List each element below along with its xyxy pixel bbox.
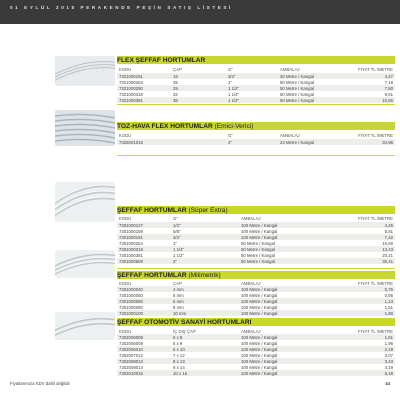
cell-fiyat: 10,69: [382, 240, 393, 246]
cell-ambalaj: 100 Metre / Kangal: [241, 286, 278, 292]
cell-fiyat: 1,96: [384, 340, 393, 346]
cell-kod: 7302010016: [119, 370, 143, 376]
cell-cap: 4 mm: [173, 286, 184, 292]
cell-inch: 1 1/2": [228, 85, 240, 91]
cell-kod: 7301000050: [119, 292, 143, 298]
cell-ambalaj: 100 Metre / Kangal: [241, 334, 278, 340]
col-inch: G": [228, 66, 233, 72]
table-header: [117, 215, 395, 221]
cell-inch: 1 1/2": [228, 97, 240, 103]
cell-kod: 7321000191: [119, 73, 143, 79]
cell-cap: 5 mm: [173, 292, 184, 298]
section-title: TOZ-HAVA FLEX HORTUMLAR (Emici-Verici): [117, 122, 254, 130]
section-divider: [117, 104, 395, 105]
cell-cap: 9 x 14: [173, 364, 185, 370]
millimetric-hose-image: [55, 250, 115, 278]
cell-ambalaj: 100 Metre / Kangal: [241, 222, 278, 228]
cell-fiyat: 0,95: [384, 292, 393, 298]
cell-ambalaj: 100 Metre / Kangal: [241, 228, 278, 234]
cell-ambalaj: 100 Metre / Kangal: [241, 310, 278, 316]
cell-cap: 8 x 13: [173, 358, 185, 364]
cell-cap: 6 mm: [173, 298, 184, 304]
cell-kod: 7301000159: [119, 228, 143, 234]
cell-kod: 7301000080: [119, 304, 143, 310]
cell-kod: 7301000100: [119, 310, 143, 316]
col-inch: G": [228, 132, 233, 138]
col-fiyat: FİYAT TL /METRE: [358, 280, 393, 286]
cell-fiyat: 34,96: [382, 139, 393, 145]
cell-kod: 7321000290: [119, 85, 143, 91]
cell-inch: 5/8": [173, 228, 181, 234]
flex-hose-image: [55, 56, 115, 86]
cell-fiyat: 1,90: [384, 310, 393, 316]
cell-fiyat: 10,66: [382, 97, 393, 103]
col-cap: ÇAP: [173, 280, 182, 286]
cell-kod: 7301000318: [119, 246, 143, 252]
cell-ambalaj: 50 Metre / Kangal: [280, 91, 314, 97]
cell-ambalaj: 50 Metre / Kangal: [280, 97, 314, 103]
cell-fiyat: 4,19: [384, 364, 393, 370]
spiral-hose-image: [55, 110, 115, 146]
col-cap: İÇ DIŞ ÇAP: [173, 328, 196, 334]
cell-kod: 7302007012: [119, 352, 143, 358]
cell-ambalaj: 24 Metre / Kangal: [280, 139, 314, 145]
col-inch: G": [173, 215, 178, 221]
cell-ambalaj: 100 Metre / Kangal: [241, 340, 278, 346]
cell-ambalaj: 100 Metre / Kangal: [241, 370, 278, 376]
cell-cap: 10 x 16: [173, 370, 188, 376]
cell-ambalaj: 100 Metre / Kangal: [241, 352, 278, 358]
cell-kod: 7301000060: [119, 298, 143, 304]
col-kod: KODU: [119, 132, 132, 138]
table-header: [117, 132, 395, 138]
section-title: FLEX ŞEFFAF HORTUMLAR: [117, 56, 206, 64]
cell-fiyat: 7,42: [384, 234, 393, 240]
section-divider: [117, 155, 395, 156]
cell-cap: 38: [173, 97, 178, 103]
cell-ambalaj: 30 Metre / Kangal: [280, 73, 314, 79]
cell-fiyat: 4,45: [384, 222, 393, 228]
col-fiyat: FİYAT TL /METRE: [358, 328, 393, 334]
col-ambalaj: AMBALAJ: [241, 328, 261, 334]
cell-ambalaj: 100 Metre / Kangal: [241, 298, 278, 304]
cell-cap: 10 mm: [173, 310, 187, 316]
col-kod: KODU: [119, 66, 132, 72]
cell-fiyat: 1,61: [384, 334, 393, 340]
cell-kod: 7301000254: [119, 240, 143, 246]
automotive-hose-image: [55, 312, 115, 340]
section-title: ŞEFFAF OTOMOTİV SANAYİ HORTUMLARI: [117, 318, 252, 326]
table-row: [117, 370, 395, 376]
section-title: ŞEFFAF HORTUMLAR (Milimetrik): [117, 271, 221, 279]
cell-ambalaj: 50 Metre / Kangal: [241, 252, 275, 258]
cell-fiyat: 5,81: [384, 228, 393, 234]
page-header: [0, 0, 400, 24]
cell-ambalaj: 50 Metre / Kangal: [241, 240, 275, 246]
cell-fiyat: 30,41: [382, 258, 393, 264]
col-kod: KODU: [119, 328, 132, 334]
cell-cap: 6 x 10: [173, 346, 185, 352]
cell-ambalaj: 100 Metre / Kangal: [241, 304, 278, 310]
table-row: [117, 97, 395, 103]
cell-ambalaj: 50 Metre / Kangal: [241, 258, 275, 264]
header-title: 01 EYLÜL 2018 PERAKENDE PEŞİN SATIŞ LİSTESİ: [10, 5, 233, 10]
cell-cap: 8 mm: [173, 304, 184, 310]
cell-cap: 7 x 12: [173, 352, 185, 358]
cell-ambalaj: 50 Metre / Kangal: [241, 246, 275, 252]
cell-cap: 19: [173, 73, 178, 79]
cell-fiyat: 7,80: [384, 85, 393, 91]
cell-inch: 1": [228, 79, 232, 85]
cell-cap: 32: [173, 91, 178, 97]
cell-ambalaj: 100 Metre / Kangal: [241, 358, 278, 364]
cell-fiyat: 2,19: [384, 346, 393, 352]
cell-ambalaj: 100 Metre / Kangal: [241, 234, 278, 240]
cell-ambalaj: 100 Metre / Kangal: [241, 346, 278, 352]
cell-fiyat: 1,51: [384, 304, 393, 310]
cell-kod: 7302009014: [119, 364, 143, 370]
cell-fiyat: 5,48: [384, 370, 393, 376]
cell-inch: 1": [173, 240, 177, 246]
cell-ambalaj: 50 Metre / Kangal: [280, 85, 314, 91]
cell-kod: 7302006010: [119, 346, 143, 352]
cell-inch: 3/4": [173, 234, 181, 240]
section-divider: [117, 268, 395, 269]
cell-inch: 1/2": [173, 222, 181, 228]
col-kod: KODU: [119, 215, 132, 221]
cell-kod: 7301000191: [119, 234, 143, 240]
col-ambalaj: AMBALAJ: [280, 132, 300, 138]
cell-ambalaj: 100 Metre / Kangal: [241, 364, 278, 370]
cell-cap: 25: [173, 79, 178, 85]
col-ambalaj: AMBALAJ: [241, 280, 261, 286]
cell-fiyat: 20,21: [382, 252, 393, 258]
col-kod: KODU: [119, 280, 132, 286]
cell-fiyat: 0,76: [384, 286, 393, 292]
clear-hose-image: [55, 182, 115, 222]
cell-fiyat: 1,13: [384, 298, 393, 304]
section-title: ŞEFFAF HORTUMLAR (Süper Extra): [117, 206, 228, 214]
table-row: [117, 258, 395, 264]
page-number: 44: [385, 381, 390, 386]
cell-fiyat: 3,07: [384, 352, 393, 358]
cell-kod: 7302006008: [119, 334, 143, 340]
cell-inch: 4": [228, 139, 232, 145]
footer-note: Fiyatlarımıza KDV dahil değildir: [10, 381, 70, 386]
col-ambalaj: AMBALAJ: [280, 66, 300, 72]
cell-inch: 3/4": [228, 73, 236, 79]
cell-cap: 6 x 8: [173, 334, 183, 340]
cell-fiyat: 4,47: [384, 73, 393, 79]
cell-inch: 1 1/4": [173, 246, 185, 252]
cell-kod: 7321000318: [119, 91, 143, 97]
cell-kod: 7321000381: [119, 97, 143, 103]
cell-kod: 7302005009: [119, 340, 143, 346]
cell-fiyat: 8,61: [384, 91, 393, 97]
table-row: [117, 310, 395, 316]
cell-kod: 7301000508: [119, 258, 143, 264]
cell-kod: 7325001016: [119, 139, 143, 145]
cell-cap: 5 x 9: [173, 340, 183, 346]
col-cap: ÇAP: [173, 66, 182, 72]
cell-ambalaj: 100 Metre / Kangal: [241, 292, 278, 298]
cell-ambalaj: 50 Metre / Kangal: [280, 79, 314, 85]
cell-fiyat: 3,43: [384, 358, 393, 364]
cell-fiyat: 13,43: [382, 246, 393, 252]
cell-kod: 7302008013: [119, 358, 143, 364]
cell-kod: 7301000381: [119, 252, 143, 258]
table-row: [117, 139, 395, 145]
cell-kod: 7301000040: [119, 286, 143, 292]
cell-cap: 29: [173, 85, 178, 91]
col-fiyat: FİYAT TL /METRE: [358, 215, 393, 221]
col-fiyat: FİYAT TL /METRE: [358, 132, 393, 138]
col-ambalaj: AMBALAJ: [241, 215, 261, 221]
cell-inch: 1 1/2": [173, 252, 185, 258]
table-header: [117, 66, 395, 72]
cell-inch: 2": [173, 258, 177, 264]
cell-fiyat: 7,18: [384, 79, 393, 85]
cell-kod: 7321000254: [119, 79, 143, 85]
col-fiyat: FİYAT TL /METRE: [358, 66, 393, 72]
cell-inch: 1 1/4": [228, 91, 240, 97]
cell-kod: 7301000127: [119, 222, 143, 228]
